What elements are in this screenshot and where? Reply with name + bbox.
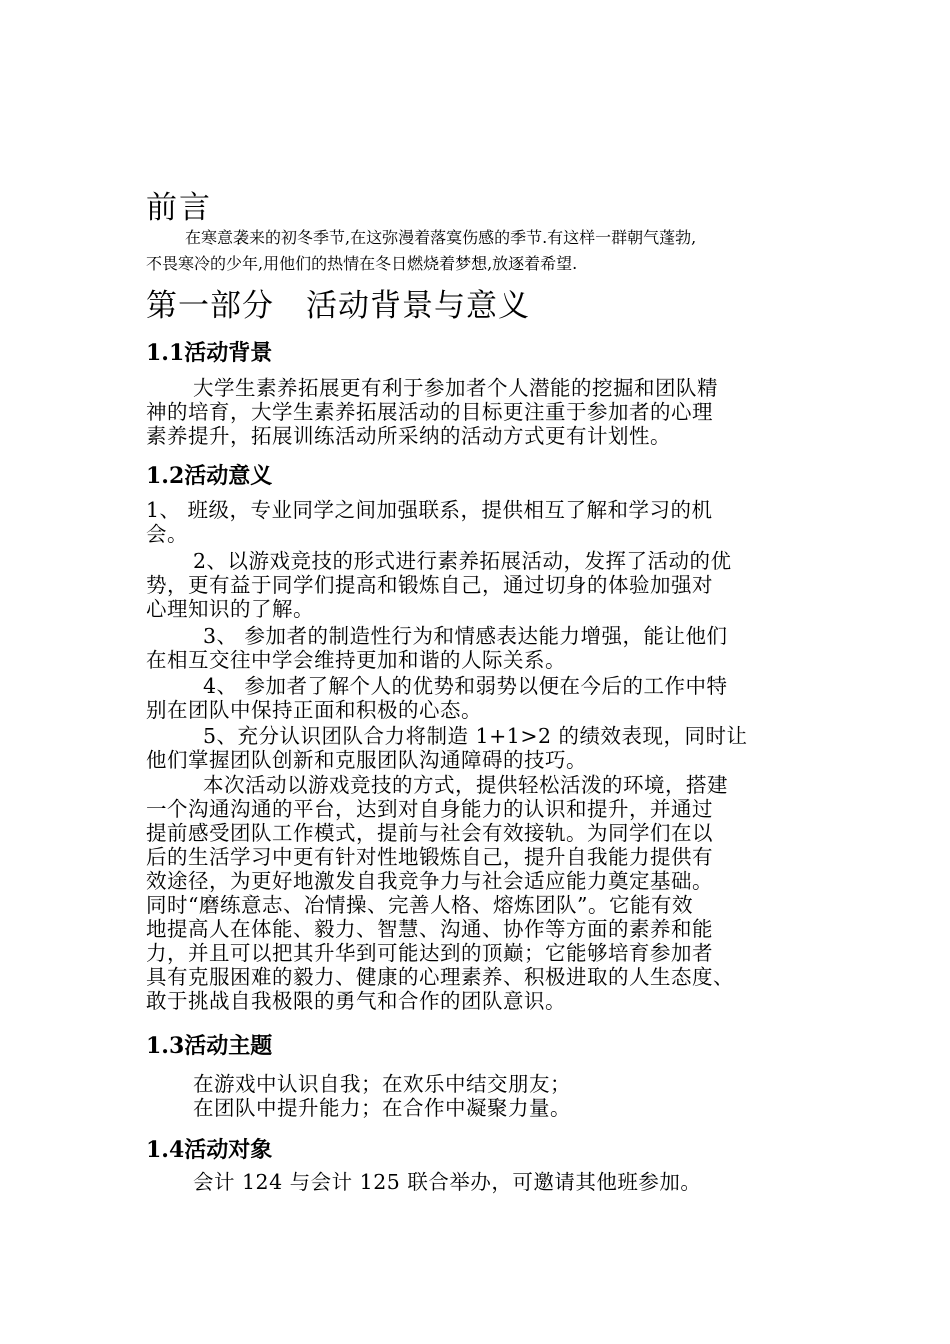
body-line: 具有克服困难的毅力、健康的心理素养、积极进取的人生态度、 (146, 965, 734, 989)
section-1-4-title: 1.4活动对象 (146, 1137, 273, 1163)
body-line: 提前感受团队工作模式，提前与社会有效接轨。为同学们在以 (146, 821, 713, 845)
body-line: 5、充分认识团队合力将制造 1+1>2 的绩效表现，同时让 (203, 724, 748, 748)
body-line: 敢于挑战自我极限的勇气和合作的团队意识。 (146, 989, 566, 1013)
body-line: 会。 (146, 522, 188, 546)
body-line: 会计 124 与会计 125 联合举办，可邀请其他班参加。 (193, 1170, 702, 1194)
body-line: 4、 参加者了解个人的优势和弱势以便在今后的工作中特 (203, 674, 728, 698)
section-1-2-title: 1.2活动意义 (146, 463, 273, 489)
body-line: 素养提升，拓展训练活动所采纳的活动方式更有计划性。 (146, 424, 671, 448)
body-line: 势，更有益于同学们提高和锻炼自己，通过切身的体验加强对 (146, 573, 713, 597)
body-line: 1、 班级，专业同学之间加强联系，提供相互了解和学习的机 (146, 498, 713, 522)
section-1-1-title: 1.1活动背景 (146, 340, 273, 366)
body-line: 3、 参加者的制造性行为和情感表达能力增强，能让他们 (203, 624, 728, 648)
foreword-line: 在寒意袭来的初冬季节,在这弥漫着落寞伤感的季节.有这样一群朝气蓬勃, (185, 228, 697, 247)
body-line: 一个沟通沟通的平台，达到对自身能力的认识和提升，并通过 (146, 797, 713, 821)
body-line: 大学生素养拓展更有利于参加者个人潜能的挖掘和团队精 (193, 376, 718, 400)
body-line: 本次活动以游戏竞技的方式，提供轻松活泼的环境，搭建 (203, 773, 728, 797)
foreword-line: 不畏寒冷的少年,用他们的热情在冬日燃烧着梦想,放逐着希望. (146, 254, 578, 273)
body-line: 后的生活学习中更有针对性地锻炼自己，提升自我能力提供有 (146, 845, 713, 869)
body-line: 力，并且可以把其升华到可能达到的顶巅；它能够培育参加者 (146, 941, 713, 965)
foreword-title: 前言 (146, 190, 212, 226)
body-line: 别在团队中保持正面和积极的心态。 (146, 698, 482, 722)
body-line: 效途径，为更好地激发自我竞争力与社会适应能力奠定基础。 (146, 869, 713, 893)
body-line: 地提高人在体能、毅力、智慧、沟通、协作等方面的素养和能 (146, 917, 713, 941)
body-line: 同时“磨练意志、冶情操、完善人格、熔炼团队”。它能有效 (146, 893, 693, 917)
body-line: 在相互交往中学会维持更加和谐的人际关系。 (146, 648, 566, 672)
body-line: 神的培育，大学生素养拓展活动的目标更注重于参加者的心理 (146, 400, 713, 424)
body-line: 心理知识的了解。 (146, 597, 314, 621)
body-line: 在游戏中认识自我；在欢乐中结交朋友； (193, 1072, 571, 1096)
body-line: 他们掌握团队创新和克服团队沟通障碍的技巧。 (146, 748, 587, 772)
part1-title: 第一部分 活动背景与意义 (146, 288, 530, 324)
section-1-3-title: 1.3活动主题 (146, 1033, 273, 1059)
body-line: 2、以游戏竞技的形式进行素养拓展活动，发挥了活动的优 (193, 549, 732, 573)
body-line: 在团队中提升能力；在合作中凝聚力量。 (193, 1096, 571, 1120)
